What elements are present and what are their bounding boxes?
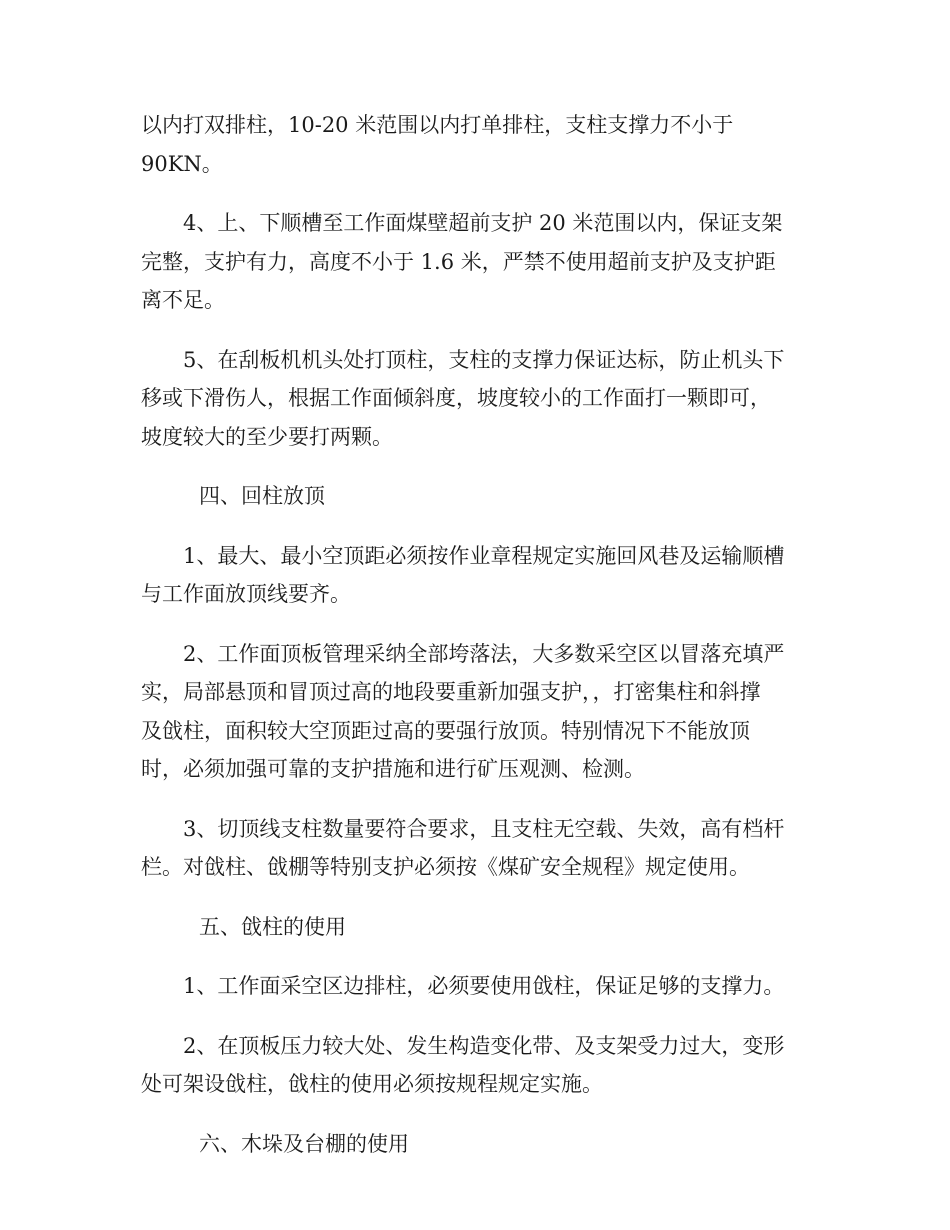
text-line: 2、在顶板压力较大处、发生构造变化带、及支架受力过大，变形 <box>183 1033 785 1058</box>
text-line: 4、上、下顺槽至工作面煤壁超前支护 20 米范围以内，保证支架 <box>183 211 783 235</box>
text-line: 2、工作面顶板管理采纳全部垮落法，大多数采空区以冒落充填严 <box>183 641 785 666</box>
paragraph-item-4 <box>141 204 811 320</box>
paragraph-item-2 <box>141 1027 811 1104</box>
text-line: 完整，支护有力，高度不小于 1.6 米，严禁不使用超前支护及支护距 <box>141 249 776 274</box>
paragraph-continuation <box>141 106 811 183</box>
text-line: 1、工作面采空区边排柱，必须要使用戗柱，保证足够的支撑力。 <box>183 974 785 998</box>
text-line: 离不足。 <box>141 288 225 312</box>
text-line: 时，必须加强可靠的支护措施和进行矿压观测、检测。 <box>141 757 645 781</box>
text-line: 及戗柱，面积较大空顶距过高的要强行放顶。特别情况下不能放顶 <box>141 718 750 743</box>
text-line: 与工作面放顶线要齐。 <box>141 582 351 606</box>
text-line: 处可架设戗柱，戗柱的使用必须按规程规定实施。 <box>141 1072 603 1096</box>
text-line: 移或下滑伤人，根据工作面倾斜度，坡度较小的工作面打一颗即可， <box>141 386 771 410</box>
paragraph-item-1 <box>141 967 811 1006</box>
text-line: 5、在刮板机机头处打顶柱，支柱的支撑力保证达标，防止机头下 <box>183 347 785 372</box>
paragraph-item-5 <box>141 341 811 457</box>
text-line: 以内打双排柱，10-20 米范围以内打单排柱，支柱支撑力不小于 <box>141 113 734 137</box>
paragraph-item-3 <box>141 810 811 887</box>
text-line: 坡度较大的至少要打两颗。 <box>141 424 393 449</box>
paragraph-item-2 <box>141 635 811 789</box>
text-line: 90KN。 <box>141 151 223 176</box>
document-body <box>141 106 811 1184</box>
text-line: 1、最大、最小空顶距必须按作业章程规定实施回风巷及运输顺槽 <box>183 543 785 568</box>
section-heading-4: 四、回柱放顶 <box>199 484 325 508</box>
section-heading-5: 五、戗柱的使用 <box>199 914 346 939</box>
text-line: 栏。对戗柱、戗棚等特别支护必须按《煤矿安全规程》规定使用。 <box>141 855 750 879</box>
text-line: 实，局部悬顶和冒顶过高的地段要重新加强支护，，打密集柱和斜撑 <box>141 680 761 704</box>
section-heading-6: 六、木垛及台棚的使用 <box>199 1131 409 1156</box>
paragraph-item-1 <box>141 537 811 614</box>
text-line: 3、切顶线支柱数量要符合要求，且支柱无空载、失效，高有档杆 <box>183 816 785 841</box>
